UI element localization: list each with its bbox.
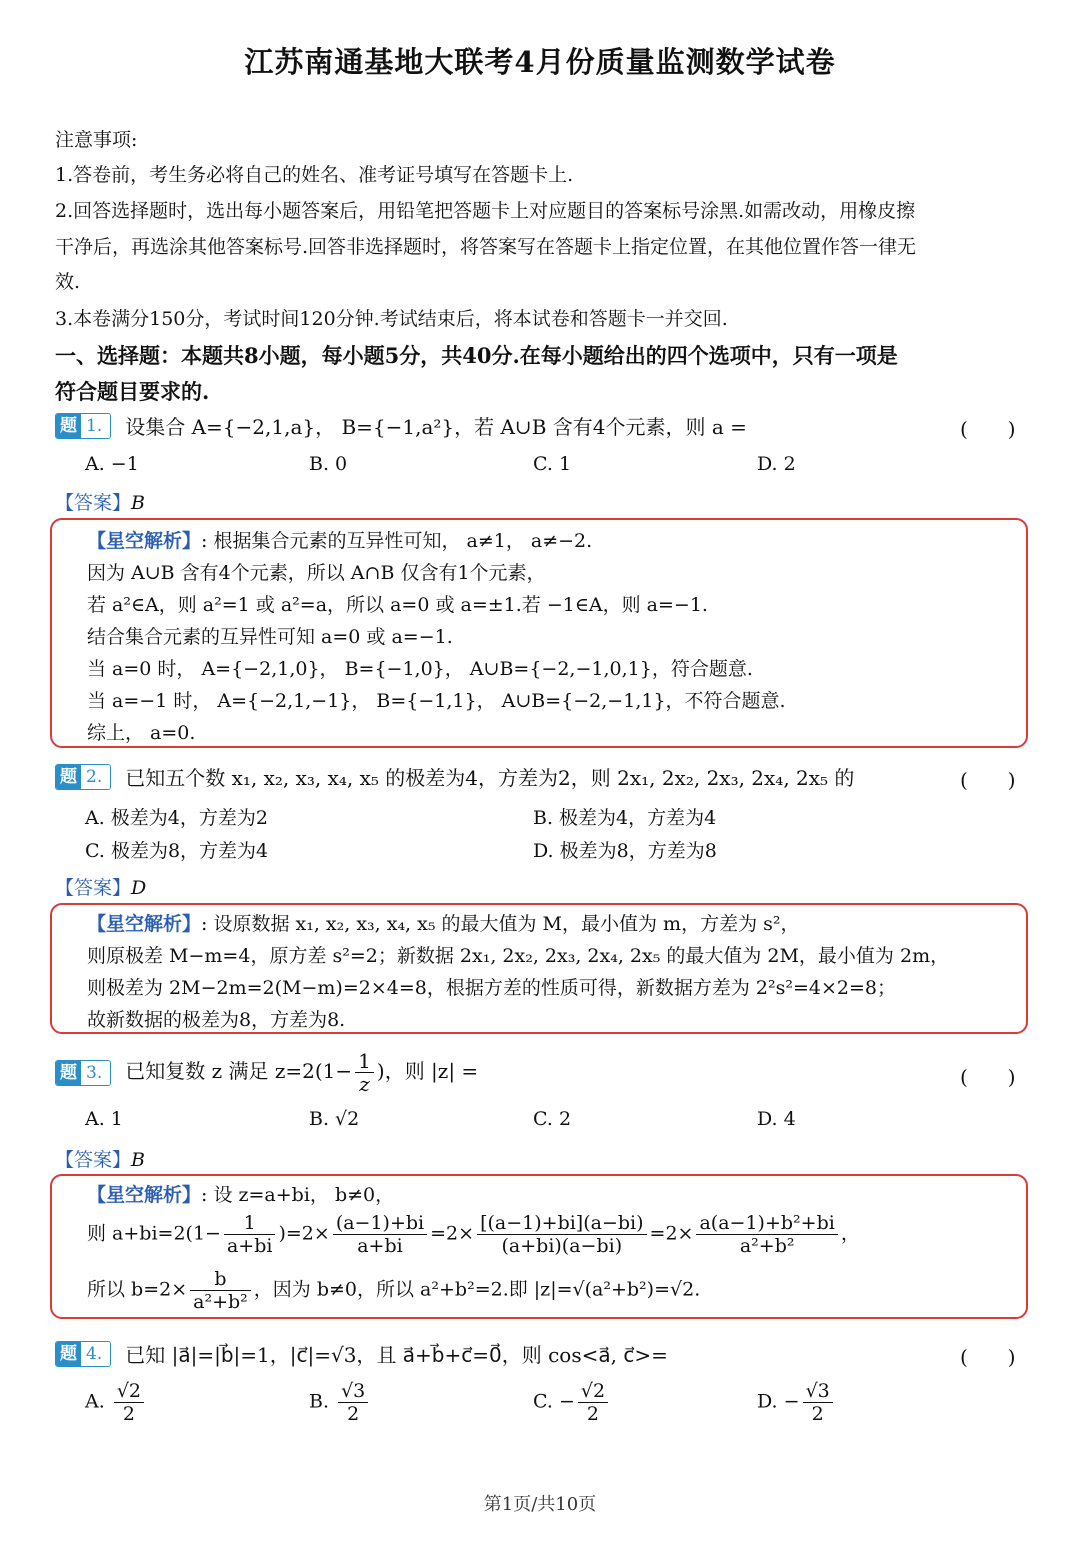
answer-paren: ( ) — [960, 768, 1016, 792]
analysis-line: 所以 b=2× $\frac{b}{\text{a²+b²}}$ ，因为 b≠0，所以 a²+b²=2.即 |z|=√(a²+b²)=√2. — [87, 1268, 701, 1313]
question-tag: 题 3. — [55, 1060, 111, 1086]
option-d: D. 极差为8，方差为8 — [533, 840, 717, 862]
option-c: C. − $\frac{√2}{2}$ — [533, 1380, 611, 1425]
option-d: D. − $\frac{√3}{2}$ — [757, 1380, 836, 1425]
option-b: B. 0 — [309, 453, 348, 475]
question-tag: 题 2. — [55, 764, 111, 790]
option-a: A. 极差为4，方差为2 — [85, 807, 268, 829]
question-text: 设集合 A={−2,1,a}， B={−1,a²}，若 A∪B 含有4个元素，则 a = — [125, 415, 747, 439]
answer-paren: ( ) — [960, 1065, 1016, 1089]
option-a: A. $\frac{√2}{2}$ — [85, 1380, 147, 1425]
option-d: D. 2 — [757, 453, 796, 475]
analysis-line: 当 a=0 时， A={−2,1,0}， B={−1,0}， A∪B={−2,−1,0,1}，符合题意. — [87, 658, 753, 680]
question-text: 已知 |a⃗|=|b⃗|=1，|c⃗|=√3，且 a⃗+b⃗+c⃗=0⃗，则 cos<a⃗, c⃗>= — [125, 1343, 668, 1367]
analysis-line: 【星空解析】: 根据集合元素的互异性可知， a≠1， a≠−2. — [87, 530, 593, 552]
question-2 — [55, 762, 854, 791]
option-c: C. 极差为8，方差为4 — [85, 840, 269, 862]
answer-paren: ( ) — [960, 1345, 1016, 1369]
answer-line — [55, 1145, 145, 1172]
option-a: A. 1 — [85, 1108, 123, 1130]
answer-label: 【答案】 — [55, 877, 132, 899]
answer-paren: ( ) — [960, 417, 1016, 441]
question-text: 已知复数 z 满足 z=2(1− $\frac{1}{z}$ )，则 |z| = — [125, 1049, 479, 1096]
fraction: $\frac{1}{z}$ — [355, 1050, 374, 1095]
option-a: A. −1 — [85, 453, 139, 475]
analysis-line: 则原极差 M−m=4，原方差 s²=2；新数据 2x₁, 2x₂, 2x₃, 2x₄, 2x₅ 的最大值为 2M，最小值为 2m， — [87, 945, 950, 967]
analysis-line: 则 a+bi=2(1− $\frac{1}{a+bi}$ )=2× $\frac{(a-1)+bi}{a+bi}$ =2× $\frac{[(a-1)+bi](a-bi)}{(a+bi)(a-bi)}$ =2× $\frac{\text{a(a−1)+b²+bi}}{\text{a²+b²}}$ ， — [87, 1212, 860, 1257]
answer-value: B — [131, 492, 145, 514]
analysis-line: 结合集合元素的互异性可知 a=0 或 a=−1. — [87, 626, 453, 648]
question-3 — [55, 1050, 478, 1095]
exam-title: 江苏南通基地大联考4月份质量监测数学试卷 — [244, 45, 836, 79]
analysis-line: 若 a²∈A，则 a²=1 或 a²=a，所以 a=0 或 a=±1.若 −1∈A，则 a=−1. — [87, 594, 708, 616]
question-1 — [55, 411, 747, 440]
answer-value: D — [131, 877, 147, 899]
option-c: C. 2 — [533, 1108, 572, 1130]
answer-value: B — [131, 1149, 145, 1171]
analysis-line: 当 a=−1 时， A={−2,1,−1}， B={−1,1}， A∪B={−2,−1,1}，不符合题意. — [87, 690, 786, 712]
notice-item-2-end: 效. — [55, 271, 81, 293]
analysis-box — [50, 1174, 1028, 1319]
question-4 — [55, 1339, 668, 1368]
section-heading: 一、选择题：本题共8小题，每小题5分，共40分.在每小题给出的四个选项中，只有一项是 — [55, 343, 898, 368]
analysis-line: 因为 A∪B 含有4个元素，所以 A∩B 仅含有1个元素， — [87, 562, 546, 584]
analysis-box — [50, 518, 1028, 748]
answer-label: 【答案】 — [55, 492, 132, 514]
analysis-line: 【星空解析】: 设 z=a+bi， b≠0， — [87, 1184, 395, 1206]
option-b: B. √2 — [309, 1108, 360, 1130]
analysis-line: 综上， a=0. — [87, 722, 196, 744]
option-c: C. 1 — [533, 453, 572, 475]
analysis-line: 【星空解析】: 设原数据 x₁, x₂, x₃, x₄, x₅ 的最大值为 M，最小值为 m，方差为 s²， — [87, 913, 800, 935]
question-text: 已知五个数 x₁, x₂, x₃, x₄, x₅ 的极差为4，方差为2，则 2x₁, 2x₂, 2x₃, 2x₄, 2x₅ 的 — [125, 766, 855, 790]
notice-heading: 注意事项: — [55, 129, 138, 151]
answer-line — [55, 488, 145, 515]
notice-item-2: 2.回答选择题时，选出每小题答案后，用铅笔把答题卡上对应题目的答案标号涂黑.如需改动，用橡皮擦 — [55, 200, 916, 222]
section-heading-cont: 符合题目要求的. — [55, 379, 210, 404]
option-b: B. 极差为4，方差为4 — [533, 807, 717, 829]
analysis-line: 故新数据的极差为8，方差为8. — [87, 1009, 346, 1031]
question-tag: 题 4. — [55, 1341, 111, 1367]
analysis-box — [50, 903, 1028, 1034]
notice-item-3: 3.本卷满分150分，考试时间120分钟.考试结束后，将本试卷和答题卡一并交回. — [55, 308, 728, 330]
answer-label: 【答案】 — [55, 1149, 132, 1171]
question-tag: 题 1. — [55, 413, 111, 439]
option-d: D. 4 — [757, 1108, 796, 1130]
answer-line — [55, 873, 146, 900]
notice-item-2-cont: 干净后，再选涂其他答案标号.回答非选择题时，将答案写在答题卡上指定位置，在其他位置作答一律无 — [55, 236, 917, 258]
option-b: B. $\frac{√3}{2}$ — [309, 1380, 371, 1425]
notice-item-1: 1.答卷前，考生务必将自己的姓名、准考证号填写在答题卡上. — [55, 164, 574, 186]
page-footer: 第1页/共10页 — [483, 1494, 597, 1515]
analysis-line: 则极差为 2M−2m=2(M−m)=2×4=8，根据方差的性质可得，新数据方差为 2²s²=4×2=8； — [87, 977, 896, 999]
